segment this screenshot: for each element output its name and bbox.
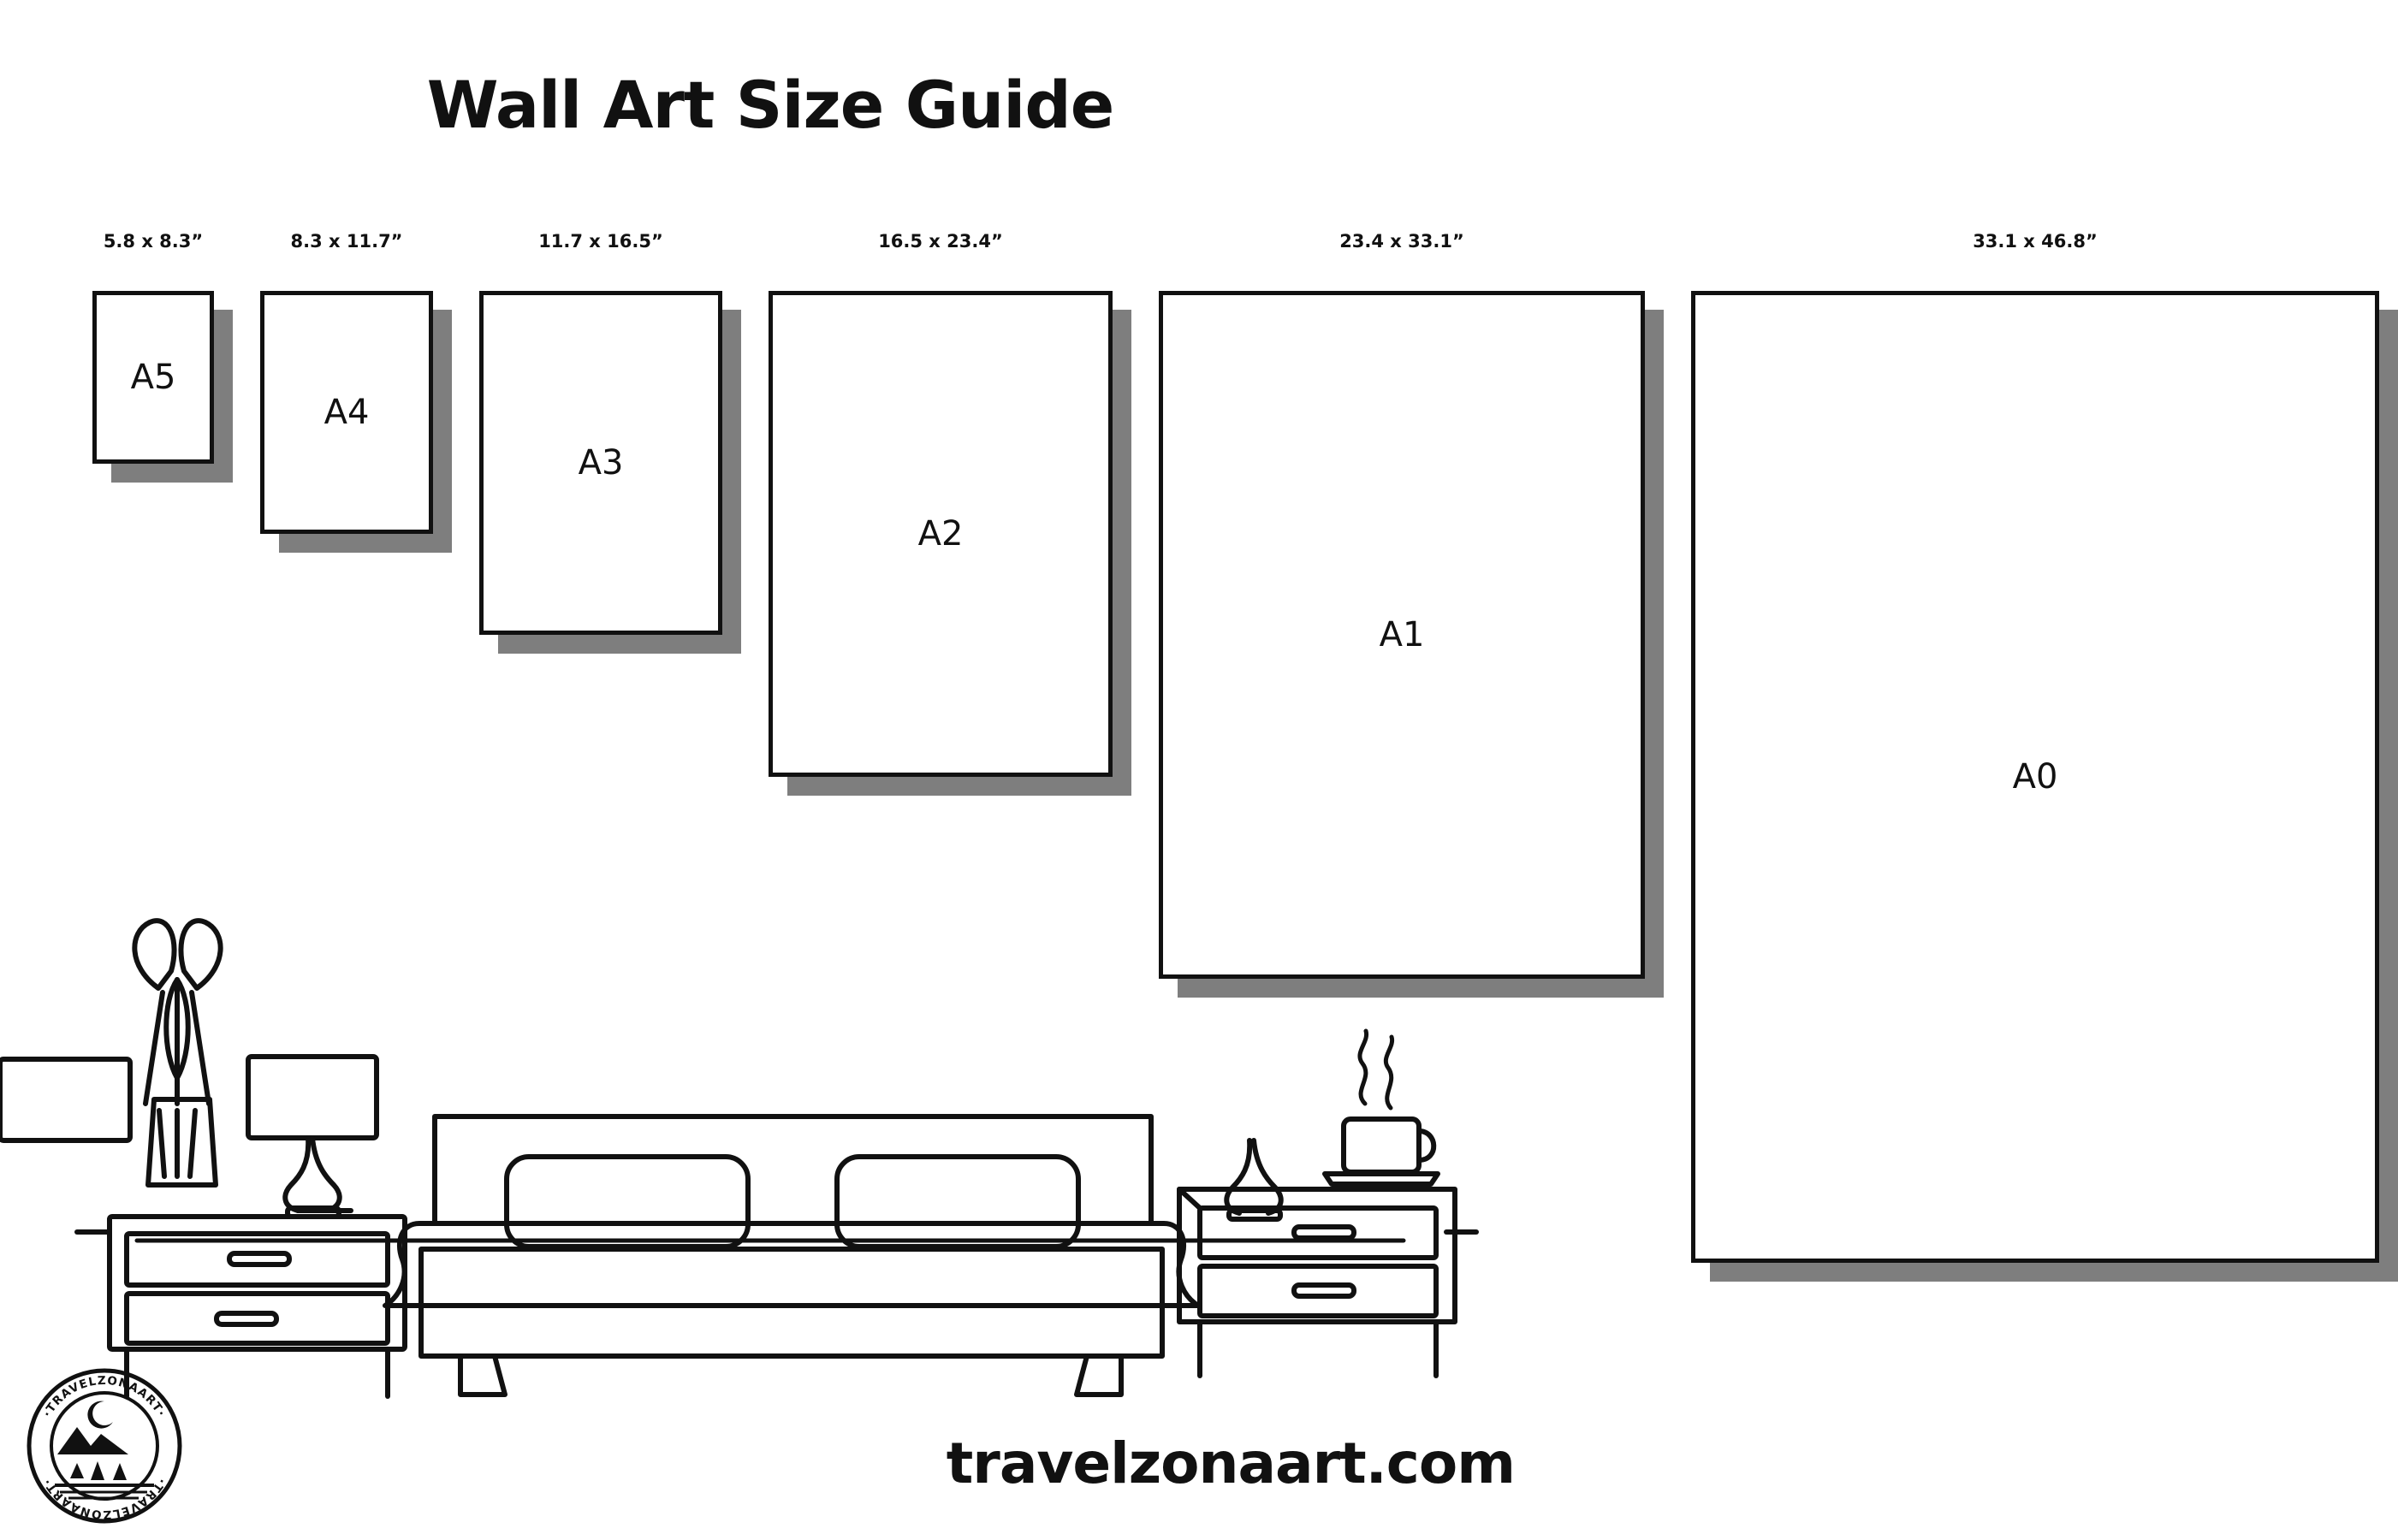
frame-size-name-a3: A3 [578, 443, 624, 483]
logo-badge-icon [19, 1360, 190, 1531]
frame-group-a4[interactable] [260, 231, 433, 534]
frame-size-name-a5: A5 [130, 358, 176, 397]
frame-dimension-label-a4: 8.3 x 11.7” [290, 231, 403, 252]
logo-scene-icon [55, 1401, 154, 1498]
frame-box-a0[interactable] [1691, 291, 2379, 1263]
frame-box-a3[interactable] [479, 291, 722, 635]
frame-box-a5[interactable] [92, 291, 214, 464]
travelzonaart-logo[interactable] [19, 1360, 190, 1531]
frame-dimension-label-a2: 16.5 x 23.4” [878, 231, 1003, 252]
vase-with-plant [134, 921, 220, 1185]
frame-group-a3[interactable] [479, 231, 722, 635]
frame-dimension-label-a5: 5.8 x 8.3” [103, 231, 204, 252]
coffee-cup [1325, 1031, 1438, 1184]
frame-size-name-a4: A4 [323, 393, 370, 432]
frame-dimension-label-a3: 11.7 x 16.5” [538, 231, 663, 252]
frame-box-a4[interactable] [260, 291, 433, 534]
bed [385, 1116, 1198, 1395]
bedroom-illustration [0, 821, 1540, 1300]
page-title: Wall Art Size Guide [426, 67, 1114, 143]
frame-size-name-a0: A0 [2012, 757, 2058, 797]
logo-ring-text-top: ·TRAVELZONAART· [40, 1373, 169, 1420]
frame-group-a0[interactable] [1691, 231, 2379, 1263]
nightstand-right [1179, 1189, 1455, 1376]
table-lamp-left [248, 1057, 377, 1217]
frame-size-name-a2: A2 [917, 514, 964, 554]
frame-dimension-label-a0: 33.1 x 46.8” [1973, 231, 2098, 252]
frame-group-a5[interactable] [92, 231, 214, 464]
svg-text:·TRAVELZONAART· [40, 1374, 168, 1420]
frame-box-a2[interactable] [769, 291, 1113, 777]
bedroom-scene [0, 821, 1540, 1300]
frame-dimension-label-a1: 23.4 x 33.1” [1339, 231, 1464, 252]
logo-ring-text-bottom: ·TRAVELZONAART· [40, 1475, 169, 1522]
frame-size-name-a1: A1 [1379, 615, 1425, 654]
website-url[interactable]: travelzonaart.com [946, 1430, 1515, 1496]
frame-group-a2[interactable] [769, 231, 1113, 777]
